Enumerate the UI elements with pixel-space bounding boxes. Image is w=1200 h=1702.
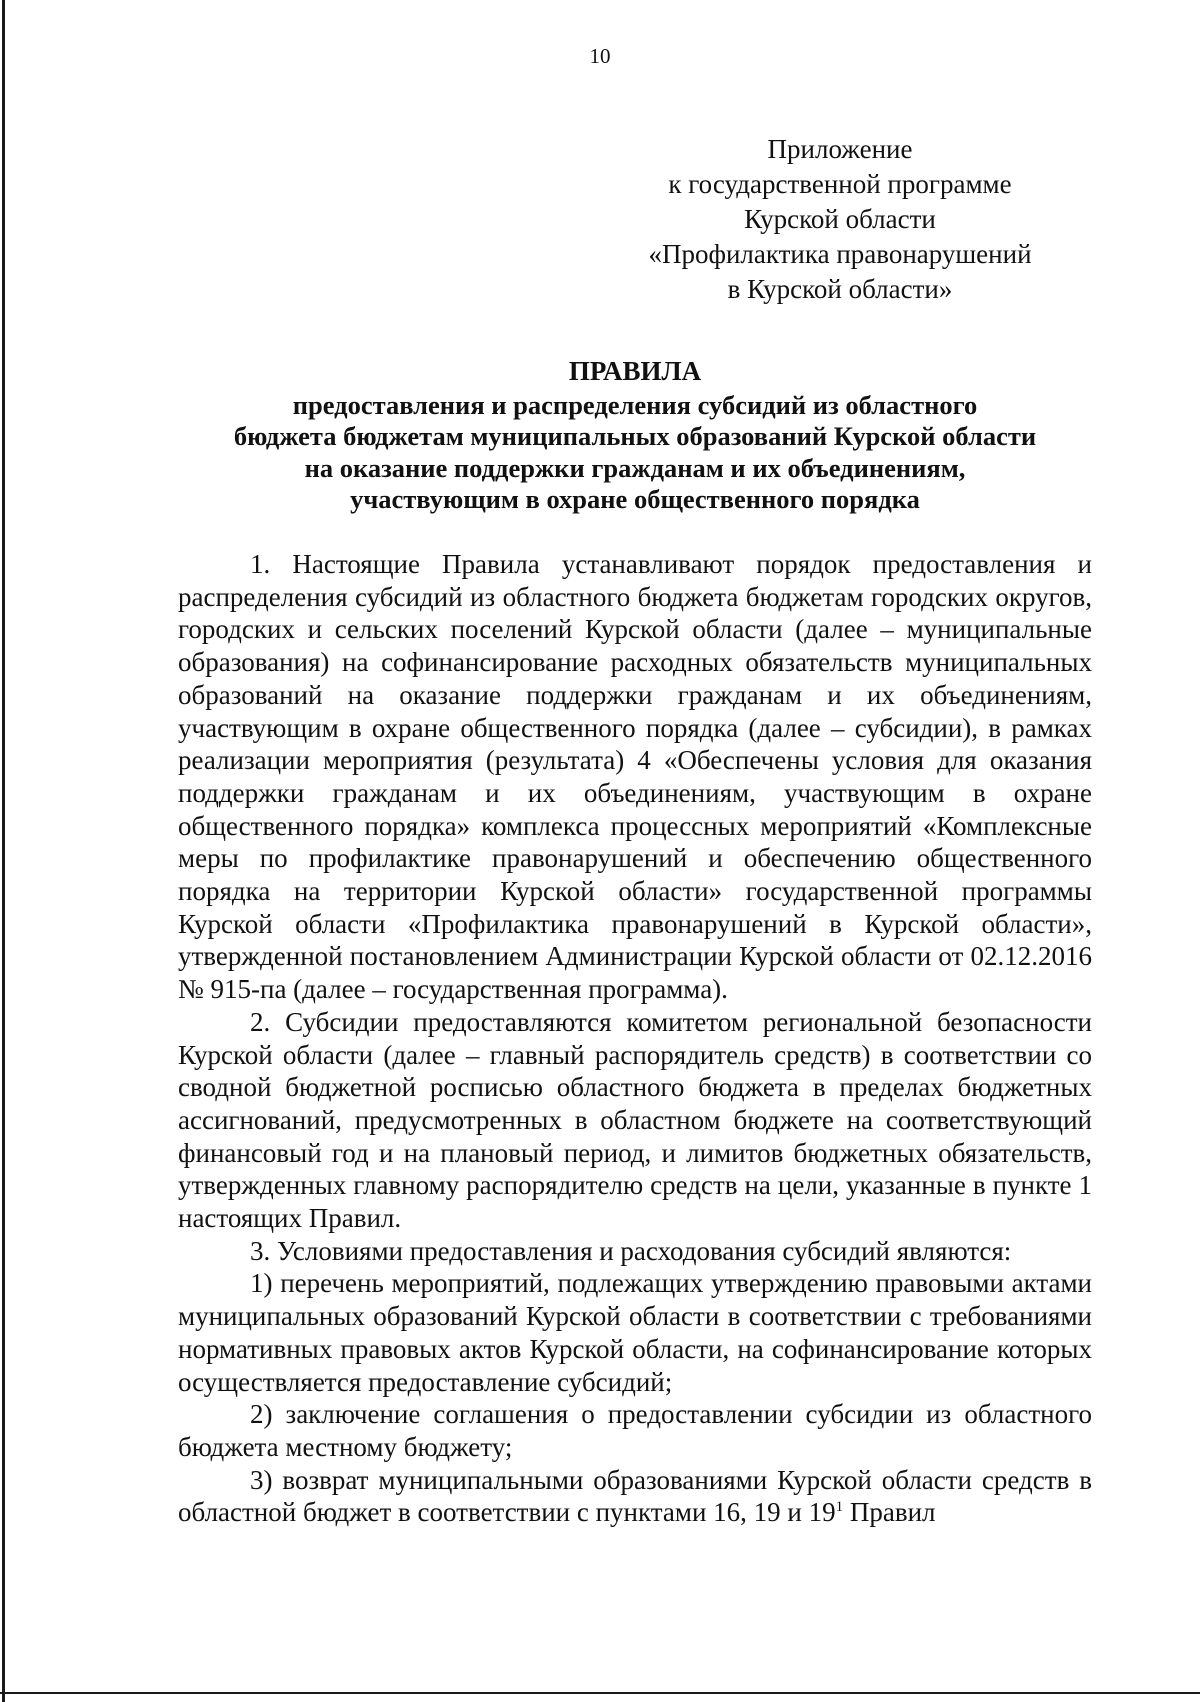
superscript-index: 1: [835, 1499, 844, 1516]
scan-border-left: [2, 0, 5, 1702]
paragraph-3: 3. Условиями предоставления и расходования субсидий являются:: [250, 1235, 1012, 1266]
title-subline: на оказание поддержки гражданам и их объединениям,: [304, 452, 966, 483]
appendix-line: в Курской области»: [727, 274, 953, 304]
appendix-block: [620, 132, 1060, 307]
appendix-line: Приложение: [767, 134, 913, 164]
item-3-text: 3) возврат муниципальными образованиями Курской области средств в областной бюджет в соответствии с пунктами 16, 19 и 19: [178, 1464, 1092, 1528]
page-number: 10: [589, 44, 611, 68]
document-title: ПРАВИЛА: [568, 356, 702, 386]
document-body: [178, 548, 1092, 1529]
document-title-block: [150, 356, 1120, 516]
title-subline: участвующим в охране общественного порядка: [350, 484, 920, 514]
appendix-line: «Профилактика правонарушений: [648, 239, 1032, 269]
paragraph-3-item-1: 1) перечень мероприятий, подлежащих утверждению правовыми актами муниципальных образований Курской области в соответствии с требованиями нормативных правовых актов Курской области, на софинансирование которых осуществляется предоставление субсидий;: [178, 1268, 1092, 1397]
title-subline: бюджета бюджетам муниципальных образований Курской области: [233, 421, 1037, 451]
paragraph-2: 2. Субсидии предоставляются комитетом региональной безопасности Курской области (далее – главный распорядитель средств) в соответствии со сводной бюджетной росписью областного бюджета в пределах бюджетных ассигнований, предусмотренных в областном бюджете на соответствующий финансовый год и на плановый период, и лимитов бюджетных обязательств, утвержденных главному распорядителю средств на цели, указанные в пункте 1 настоящих Правил.: [178, 1006, 1092, 1234]
appendix-line: Курской области: [744, 204, 936, 234]
title-subline: предоставления и распределения субсидий из областного: [292, 389, 978, 420]
item-3-text-tail: Правил: [843, 1497, 936, 1528]
paragraph-1: 1. Настоящие Правила устанавливают порядок предоставления и распределения субсидий из областного бюджета бюджетам городских округов, городских и сельских поселений Курской области (далее – муниципальные образования) на софинансирование расходных обязательств муниципальных образований на оказание поддержки гражданам и их объединениям, участвующим в охране общественного порядка (далее – субсидии), в рамках реализации мероприятия (результата) 4 «Обеспечены условия для оказания поддержки гражданам и их объединениям, участвующим в охране общественного порядка» комплекса процессных мероприятий «Комплексные меры по профилактике правонарушений и обеспечению общественного порядка на территории Курской области» государственной программы Курской области «Профилактика правонарушений в Курской области», утвержденной постановлением Администрации Курской области от 02.12.2016 № 915-па (далее – государственная программа).: [178, 549, 1092, 1005]
appendix-line: к государственной программе: [668, 169, 1012, 199]
paragraph-3-item-3: [178, 1464, 1092, 1529]
scan-border-bottom: [0, 1692, 1200, 1694]
paragraph-3-item-2: 2) заключение соглашения о предоставлении субсидии из областного бюджета местному бюджету;: [178, 1399, 1092, 1462]
